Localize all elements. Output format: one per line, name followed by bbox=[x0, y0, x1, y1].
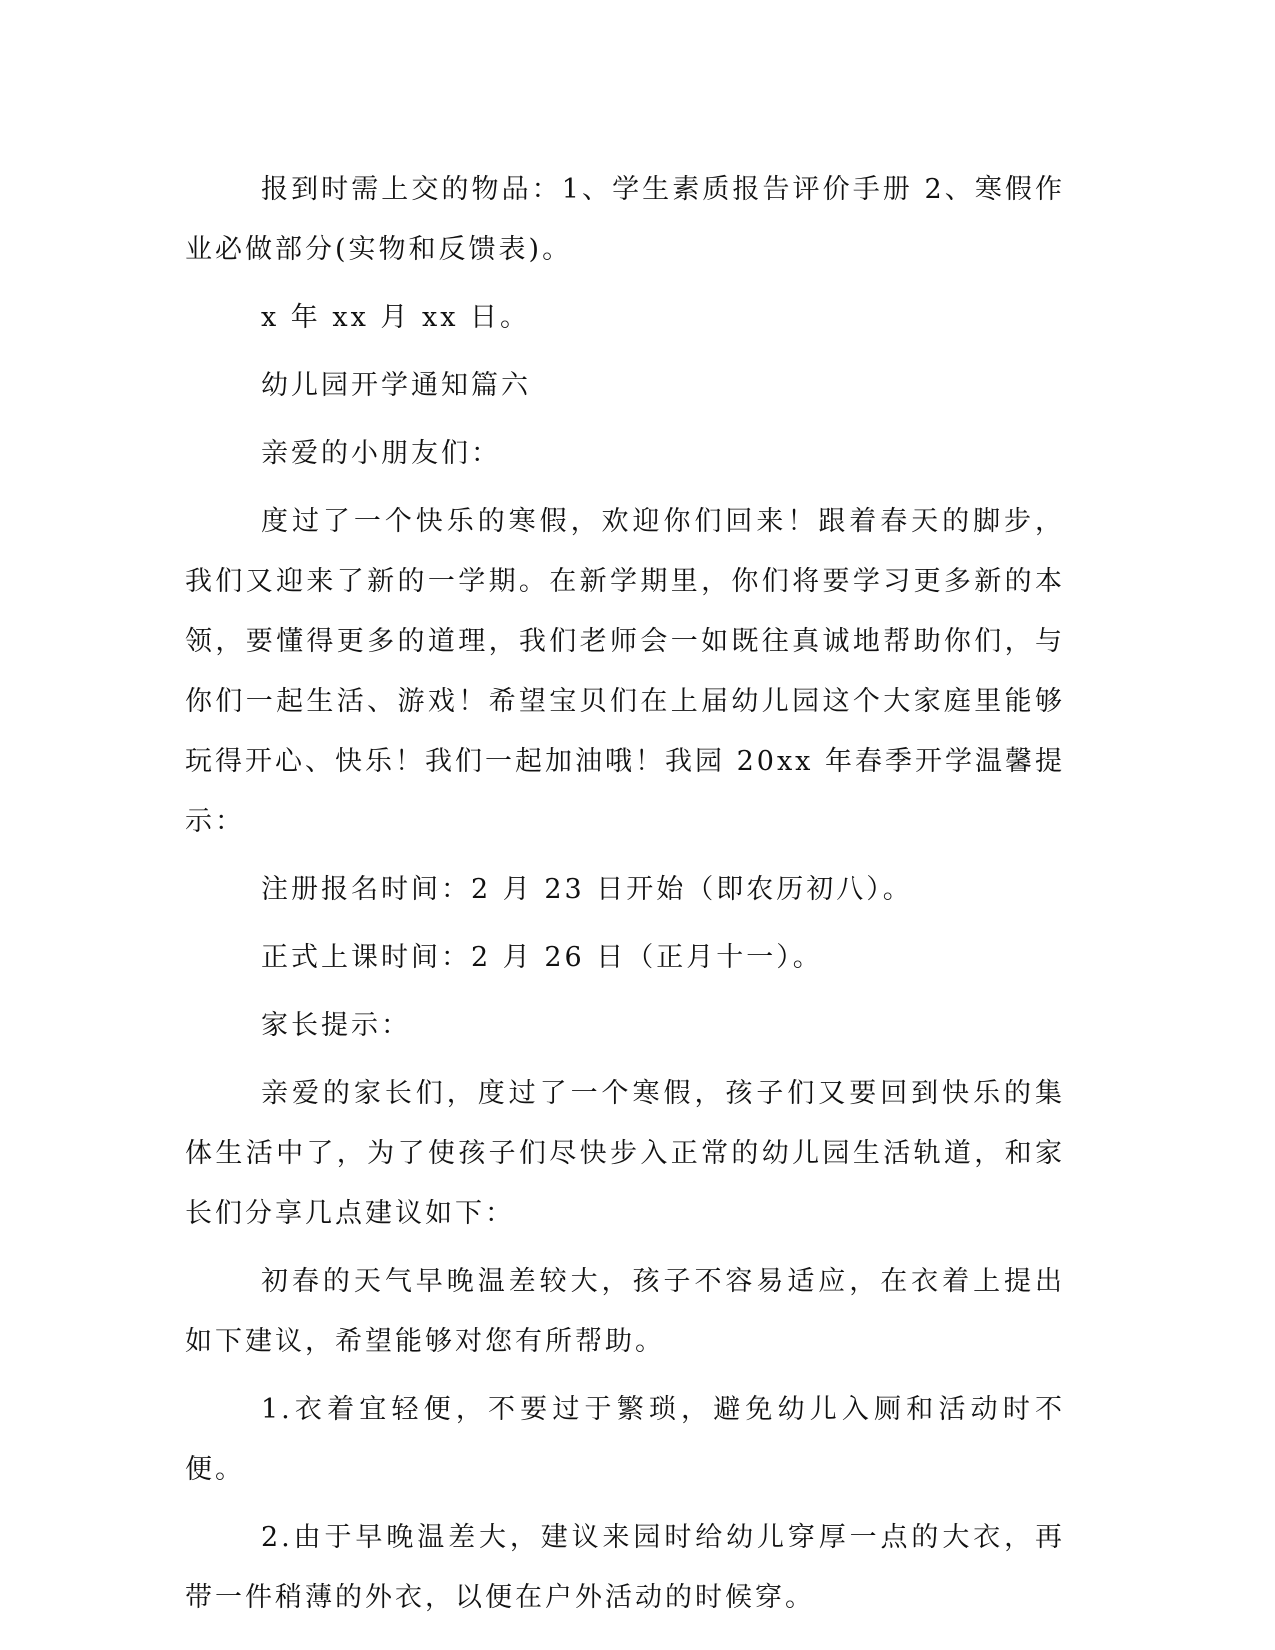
greeting-children: 亲爱的小朋友们： bbox=[261, 438, 501, 469]
paragraph-parent-tips-heading: 家长提示： bbox=[261, 1010, 411, 1041]
paragraph-date: x 年 xx 月 xx 日。 bbox=[261, 302, 531, 333]
section-heading: 幼儿园开学通知篇六 bbox=[261, 370, 531, 401]
list-item-2: 2.由于早晚温差大，建议来园时给幼儿穿厚一点的大衣，再带一件稍薄的外衣，以便在户外活动的时候穿。 bbox=[185, 1522, 1065, 1613]
paragraph-class-start-time: 正式上课时间：2 月 26 日（正月十一）。 bbox=[261, 942, 823, 973]
paragraph-welcome: 度过了一个快乐的寒假，欢迎你们回来！跟着春天的脚步，我们又迎来了新的一学期。在新学期里，你们将要学习更多新的本领，要懂得更多的道理，我们老师会一如既往真诚地帮助你们，与你们一起生活、游戏！希望宝贝们在上届幼儿园这个大家庭里能够玩得开心、快乐！我们一起加油哦！我园 20xx 年春季开学温馨提示： bbox=[185, 506, 1065, 837]
paragraph-parent-intro: 亲爱的家长们，度过了一个寒假，孩子们又要回到快乐的集体生活中了，为了使孩子们尽快步入正常的幼儿园生活轨道，和家长们分享几点建议如下： bbox=[185, 1078, 1065, 1229]
paragraph-weather-advice: 初春的天气早晚温差较大，孩子不容易适应，在衣着上提出如下建议，希望能够对您有所帮助。 bbox=[185, 1266, 1065, 1357]
paragraph-registration-time: 注册报名时间：2 月 23 日开始（即农历初八）。 bbox=[261, 874, 913, 905]
paragraph-submission-items: 报到时需上交的物品：1、学生素质报告评价手册 2、寒假作业必做部分(实物和反馈表)。 bbox=[185, 174, 1065, 265]
list-item-1: 1.衣着宜轻便，不要过于繁琐，避免幼儿入厕和活动时不便。 bbox=[185, 1394, 1065, 1485]
document-body bbox=[185, 160, 1065, 1636]
